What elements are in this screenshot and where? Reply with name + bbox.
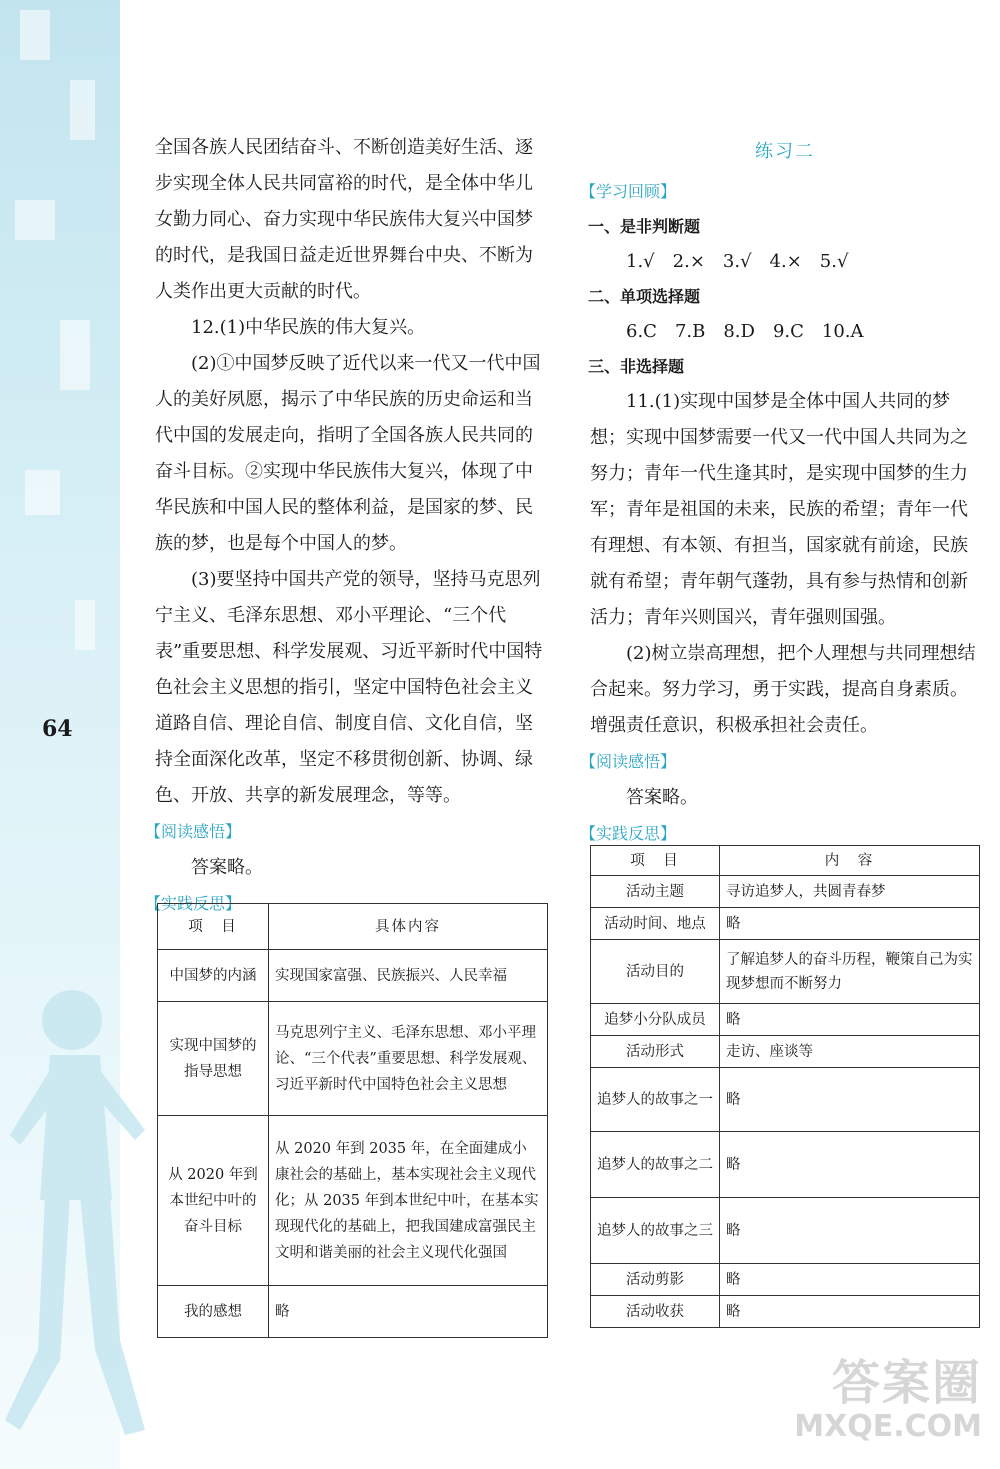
table-row [591,1004,980,1036]
answer-11-1: 11.(1)实现中国梦是全体中国人共同的梦想；实现中国梦需要一代又一代中国人共同为之努力；青年一代生逢其时，是实现中国梦的生力军；青年是祖国的未来，民族的希望；青年一代有理想、有本领、有担当，国家就有前途，民族就有希望；青年朝气蓬勃，具有参与热情和创新活力；青年兴则国兴，青年强则国强。 [590,391,968,628]
section-single-choice-title: 二、单项选择题 [588,287,701,306]
table-header-cell: 内 容 [720,846,980,876]
table-cell-content: 走访、座谈等 [720,1036,980,1068]
reading-answer: 答案略。 [626,787,698,808]
table-cell-content: 略 [720,1068,980,1132]
watermark-url: MXQE.COM [794,1409,982,1444]
table-row [591,1036,980,1068]
table-row [591,876,980,908]
table-row [158,1286,548,1338]
section-single-choice-answers: 6.C 7.B 8.D 9.C 10.A [626,321,864,342]
section-true-false-answers: 1.√ 2.× 3.√ 4.× 5.√ [626,251,849,272]
exercise-title: 练习二 [755,141,815,162]
right-practice-table [590,845,980,1328]
answer-12-3: (3)要坚持中国共产党的领导，坚持马克思列宁主义、毛泽东思想、邓小平理论、“三个代表”重要思想、科学发展观、习近平新时代中国特色社会主义思想的指引，坚定中国特色社会主义道路自信、理论自信、制度自信、文化自信，坚持全面深化改革，坚定不移贯彻创新、协调、绿色、开放、共享的新发展理念，等等。 [155,569,543,806]
table-row [591,1068,980,1132]
table-cell-label: 活动收获 [591,1296,720,1328]
reading-answer: 答案略。 [191,857,263,878]
table-cell-content: 略 [720,1132,980,1198]
table-row [591,1296,980,1328]
table-cell-content: 略 [720,1296,980,1328]
watermark-logo-text: 答案圈 [831,1355,982,1411]
answer-11-2: (2)树立崇高理想，把个人理想与共同理想结合起来。努力学习，勇于实践，提高自身素质。增强责任意识，积极承担社会责任。 [590,643,976,736]
table-header-row [591,846,980,876]
continuation-paragraph: 全国各族人民团结奋斗、不断创造美好生活、逐步实现全体人民共同富裕的时代，是全体中华儿女勤力同心、奋力实现中华民族伟大复兴中国梦的时代，是我国日益走近世界舞台中央、不断为人类作出更大贡献的时代。 [155,137,533,302]
table-cell-content: 略 [720,1004,980,1036]
practice-reflection-tag: 【实践反思】 [580,824,677,843]
table-cell-label: 我的感想 [158,1286,269,1338]
study-review-tag: 【学习回顾】 [580,182,677,201]
site-watermark [794,1355,982,1443]
table-row [158,1116,548,1286]
table-cell-content: 略 [720,908,980,940]
table-header-row [158,904,548,950]
table-row [591,908,980,940]
table-row [591,1132,980,1198]
table-cell-label: 追梦人的故事之三 [591,1198,720,1264]
table-header-cell: 项 目 [591,846,720,876]
table-cell-content: 略 [269,1286,548,1338]
table-header-cell: 具体内容 [269,904,548,950]
table-cell-content: 略 [720,1264,980,1296]
answer-12-1: 12.(1)中华民族的伟大复兴。 [191,317,426,338]
table-cell-content: 从 2020 年到 2035 年，在全面建成小康社会的基础上，基本实现社会主义现代化；从 2035 年到本世纪中叶，在基本实现现代化的基础上，把我国建成富强民主文明和谐美丽的社会主义现代化强国 [269,1116,548,1286]
section-true-false-title: 一、是非判断题 [588,217,701,236]
table-cell-label: 活动剪影 [591,1264,720,1296]
table-cell-content: 实现国家富强、民族振兴、人民幸福 [269,950,548,1002]
answer-12-2: (2)①中国梦反映了近代以来一代又一代中国人的美好夙愿，揭示了中华民族的历史命运和当代中国的发展走向，指明了全国各族人民共同的奋斗目标。②实现中华民族伟大复兴，体现了中华民族和中国人民的整体利益，是国家的梦、民族的梦，也是每个中国人的梦。 [155,353,541,554]
table-cell-label: 追梦人的故事之一 [591,1068,720,1132]
table-row [591,1198,980,1264]
decorative-blocks [0,0,120,900]
table-row [158,950,548,1002]
table-row [591,940,980,1004]
table-cell-label: 活动形式 [591,1036,720,1068]
table-cell-label: 从 2020 年到本世纪中叶的奋斗目标 [158,1116,269,1286]
table-cell-content: 了解追梦人的奋斗历程，鞭策自己为实现梦想而不断努力 [720,940,980,1004]
reading-reflection-tag: 【阅读感悟】 [145,822,242,841]
page-number: 64 [42,716,73,742]
table-header-cell: 项 目 [158,904,269,950]
table-row [158,1002,548,1116]
table-cell-content: 马克思列宁主义、毛泽东思想、邓小平理论、“三个代表”重要思想、科学发展观、习近平新时代中国特色社会主义思想 [269,1002,548,1116]
table-cell-content: 寻访追梦人，共圆青春梦 [720,876,980,908]
table-cell-label: 实现中国梦的指导思想 [158,1002,269,1116]
section-non-choice-title: 三、非选择题 [588,357,685,376]
table-cell-label: 活动目的 [591,940,720,1004]
table-cell-label: 活动主题 [591,876,720,908]
left-column [145,130,550,922]
table-cell-content: 略 [720,1198,980,1264]
table-row [591,1264,980,1296]
table-cell-label: 追梦小分队成员 [591,1004,720,1036]
right-column [580,130,980,852]
practice-reflection-tag: 【实践反思】 [145,894,242,913]
table-cell-label: 中国梦的内涵 [158,950,269,1002]
table-cell-label: 追梦人的故事之二 [591,1132,720,1198]
running-child-silhouette [0,960,150,1460]
reading-reflection-tag: 【阅读感悟】 [580,752,677,771]
table-cell-label: 活动时间、地点 [591,908,720,940]
left-practice-table [157,903,548,1338]
